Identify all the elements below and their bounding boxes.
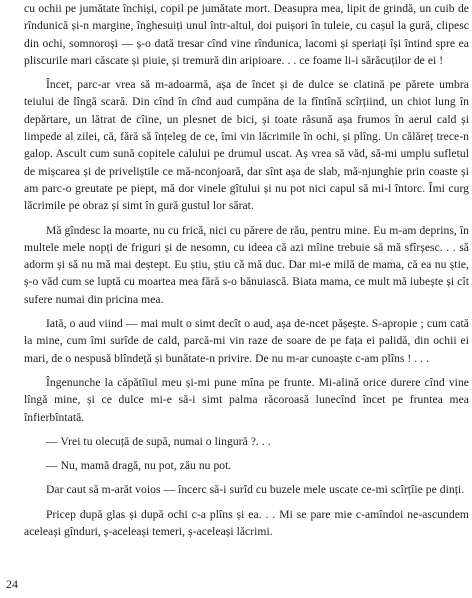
paragraph: cu ochii pe jumătate închiși, copil pe jumătate mort. Deasupra mea, lipit de grindă, un cuib de rîndunică și-n margine, înghesuiți unul într-altul, doi puișori în tuleie, cu cașul la gură, clipesc din ochi, somnoroși — ș-o dată tresar cînd vine rîndunica, lacomi și speriați își întind spre ea pliscurile mari căscate și piuie, și tremură din aripioare. . . ce foame li-i sărăcuților de ei ! (24, 2, 469, 67)
page-number: 24 (6, 577, 18, 591)
paragraph: Îngenunche la căpătîiul meu și-mi pune mîna pe frunte. Mi-alină orice durere cînd vine lîngă mine, și ce dulce mi-e să-i simt palma răcoroasă lunecînd încet pe fruntea mea înfierbîntată. (24, 375, 469, 424)
dialogue-line: — Nu, mamă dragă, nu pot, zău nu pot. (46, 459, 232, 473)
paragraph: Dar caut să m-arăt voios — încerc să-i surîd cu buzele mele uscate ce-mi scîrțîie pe dinți. (46, 483, 465, 497)
paragraph: Încet, parc-ar vrea să m-adoarmă, așa de încet și de dulce se clatină pe părete umbra teiului de lîngă scară. Din cînd în cînd aud cumpăna de la fîntînă scîrțiind, un chiot lung în depărtare, un lătrat de cîine, un plesnet de bici, și toate răsună așa frumos în aerul cald și limpede al zilei, că, fără să înțeleg de ce, îmi vin lăcrimile în ochi, și plîng. Un călăreț trece-n galop. Ascult cum sună copitele calului pe drumul uscat. Aș vrea să văd, să-mi umplu sufletul de mișcarea și de priveliștile ce mă-nconjoară, dar sînt așa de slab, mă-njunghie prin coaste și am parc-o greutate pe piept, mă dor vinele gîtului și nu pot nici capul să mi-l întorc. Îmi curg lăcrimile pe obraz și simt în gură gustul lor sărat. (24, 78, 469, 213)
paragraph: Iată, o aud viind — mai mult o simt decît o aud, așa de-ncet pășește. S-apropie ; cum cată la mine, cum îmi surîde de cald, parcă-mi vin raze de soare de pe fața ei palidă, din ochii ei mari, de o nespusă blîndeță și bunătate-n privire. De nu m-ar cunoaște c-am plîns ! . . . (24, 317, 469, 365)
page-body-text (24, 0, 469, 547)
paragraph: Pricep după glas și după ochi c-a plîns și ea. . . Mi se pare mie c-amîndoi ne-ascundem aceleași gînduri, ș-aceleași temeri, ș-aceleași lăcrimi. (24, 507, 469, 539)
dialogue-line: — Vrei tu olecuță de supă, numai o lingură ?. . . (46, 434, 271, 448)
paragraph: Mă gîndesc la moarte, nu cu frică, nici cu părere de rău, pentru mine. Eu m-am deprins, în multele mele nopți de friguri și de nesomn, cu ideea că azi mîine trebuie să mă sfîrșesc. . . să adorm și să nu mă mai deștept. Eu știu, știu că mă duc. Dar mi-e milă de mama, că ea nu știe, ș-o văd cum se luptă cu moartea mea fără s-o bănuiască. Biata mama, ce mult mă iubește și cît sufere numai din pricina mea. (24, 223, 469, 306)
